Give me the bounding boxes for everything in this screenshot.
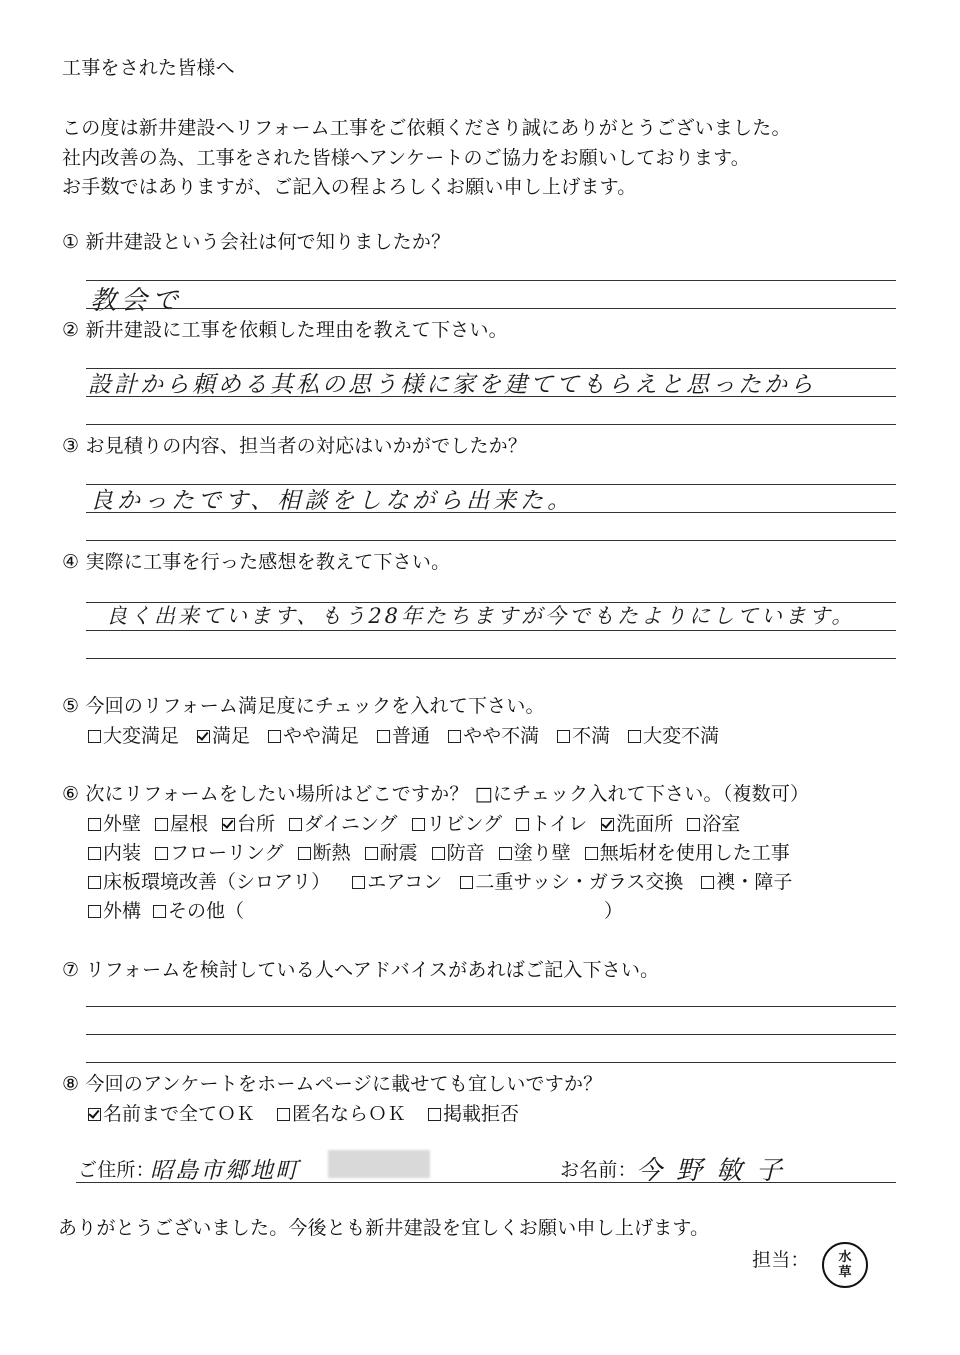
stamp-char-2: 草 xyxy=(838,1265,852,1280)
answer-line xyxy=(86,630,896,631)
checkbox-option[interactable] xyxy=(499,841,571,865)
checkbox[interactable] xyxy=(88,847,101,860)
option-label: 屋根 xyxy=(170,813,209,835)
intro-line-2: 社内改善の為、工事をされた皆様へアンケートのご協力をお願いしております。 xyxy=(62,147,750,169)
answer-4: 良く出来ています、もう28年たちますが今でもたよりにしています。 xyxy=(106,604,856,628)
checkbox-option[interactable] xyxy=(88,1102,255,1126)
checkbox-option[interactable] xyxy=(222,812,275,836)
stamp-char-1: 水 xyxy=(838,1250,852,1265)
answer-2: 設計から頼める其私の思う様に家を建ててもらえと思ったから xyxy=(88,372,816,398)
checkbox-option[interactable] xyxy=(88,870,330,894)
checkbox[interactable] xyxy=(499,847,512,860)
publish-options xyxy=(88,1102,519,1126)
name-label: お名前： xyxy=(560,1159,637,1181)
option-label: やや満足 xyxy=(283,725,360,747)
checkbox-option[interactable] xyxy=(155,841,284,865)
checkbox[interactable] xyxy=(628,730,641,743)
checkbox-option[interactable] xyxy=(298,841,351,865)
question-5: ⑤ 今回のリフォーム満足度にチェックを入れて下さい。 xyxy=(62,695,545,717)
option-label: 大変不満 xyxy=(643,725,720,747)
answer-line xyxy=(86,512,896,513)
checkbox[interactable] xyxy=(153,905,166,918)
option-label: 台所 xyxy=(237,813,276,835)
checkbox[interactable] xyxy=(557,730,570,743)
name-value: 今野敏子 xyxy=(636,1156,797,1186)
option-label: 普通 xyxy=(392,725,431,747)
checkbox[interactable] xyxy=(352,876,365,889)
checkbox-option[interactable] xyxy=(88,812,141,836)
staff-seal-stamp xyxy=(822,1242,868,1288)
option-label: エアコン xyxy=(367,871,443,893)
redacted-address xyxy=(328,1150,430,1178)
option-label: リビング xyxy=(426,813,503,835)
question-8: ⑧ 今回のアンケートをホームページに載せても宜しいですか？ xyxy=(62,1073,603,1095)
question-1: ① 新井建設という会社は何で知りましたか？ xyxy=(62,231,451,253)
option-label: 床板環境改善（シロアリ） xyxy=(103,871,331,893)
checkbox-option[interactable] xyxy=(412,812,503,836)
option-label: 耐震 xyxy=(379,842,418,864)
checked-checkbox[interactable] xyxy=(88,1108,101,1121)
option-label: 外壁 xyxy=(103,813,142,835)
checkbox[interactable] xyxy=(88,905,101,918)
checkbox-option[interactable] xyxy=(88,724,179,748)
checkbox[interactable] xyxy=(88,818,101,831)
checkbox-option[interactable] xyxy=(428,1102,519,1126)
option-label: トイレ xyxy=(531,813,588,835)
checkbox-option[interactable] xyxy=(601,812,673,836)
answer-line xyxy=(86,280,896,281)
checkbox-option[interactable] xyxy=(516,812,587,836)
checkbox-option[interactable] xyxy=(197,724,250,748)
checkbox-option[interactable] xyxy=(460,870,683,894)
signature-line xyxy=(76,1182,896,1183)
checkbox[interactable] xyxy=(155,847,168,860)
location-options-row-2 xyxy=(88,841,790,865)
checkbox-option[interactable] xyxy=(277,1102,406,1126)
question-2: ② 新井建設に工事を依頼した理由を教えて下さい。 xyxy=(62,319,508,341)
answer-line xyxy=(86,424,896,425)
option-label: 内装 xyxy=(103,842,142,864)
question-3: ③ お見積りの内容、担当者の対応はいかがでしたか？ xyxy=(62,435,528,457)
checkbox[interactable] xyxy=(88,730,101,743)
checkbox[interactable] xyxy=(585,847,598,860)
option-label: 大変満足 xyxy=(103,725,180,747)
option-label: 外構 xyxy=(103,900,142,922)
option-label: 掲載拒否 xyxy=(443,1103,520,1125)
option-label: 断熱 xyxy=(312,842,351,864)
checkbox-option[interactable] xyxy=(153,899,244,923)
satisfaction-options xyxy=(88,724,719,748)
checkbox-option[interactable] xyxy=(687,812,740,836)
checkbox[interactable] xyxy=(687,818,700,831)
intro-line-1: この度は新井建設へリフォーム工事をご依頼くださり誠にありがとうございました。 xyxy=(62,117,791,139)
checkbox-option[interactable] xyxy=(352,870,442,894)
checkbox[interactable] xyxy=(365,847,378,860)
option-label: 洗面所 xyxy=(616,813,674,835)
option-label: やや不満 xyxy=(463,725,540,747)
checkbox[interactable] xyxy=(448,730,461,743)
answer-line xyxy=(86,396,896,397)
option-label: 満足 xyxy=(212,725,251,747)
checkbox[interactable] xyxy=(701,876,714,889)
option-label: 二重サッシ・ガラス交換 xyxy=(475,871,684,893)
checked-checkbox[interactable] xyxy=(222,818,235,831)
checkbox-option[interactable] xyxy=(557,724,610,748)
checkbox-option[interactable] xyxy=(377,724,430,748)
checkbox[interactable] xyxy=(377,730,390,743)
address-label: ご住所： xyxy=(78,1159,155,1181)
address-value: 昭島市郷地町 xyxy=(150,1158,300,1184)
checkbox[interactable] xyxy=(289,818,302,831)
checkbox[interactable] xyxy=(277,1108,290,1121)
answer-1: 教会で xyxy=(90,286,184,316)
checkbox-option[interactable] xyxy=(88,899,141,923)
closing-message: ありがとうございました。今後とも新井建設を宜しくお願い申し上げます。 xyxy=(58,1217,710,1239)
answer-3: 良かったです、相談をしながら出来た。 xyxy=(90,488,575,514)
greeting: 工事をされた皆様へ xyxy=(62,57,235,79)
checkbox-option[interactable] xyxy=(365,841,418,865)
question-6: ⑥ 次にリフォームをしたい場所はどこですか？ □にチェック入れて下さい。（複数可） xyxy=(62,783,810,805)
answer-line xyxy=(86,540,896,541)
answer-line xyxy=(86,308,896,309)
checkbox[interactable] xyxy=(298,847,311,860)
option-label: 塗り壁 xyxy=(513,842,571,864)
checkbox-option[interactable] xyxy=(628,724,719,748)
question-7: ⑦ リフォームを検討している人へアドバイスがあればご記入下さい。 xyxy=(62,959,660,981)
answer-line xyxy=(86,658,896,659)
option-label: 名前まで全てＯＫ xyxy=(103,1103,256,1125)
checkbox-option[interactable] xyxy=(268,724,359,748)
checkbox[interactable] xyxy=(268,730,281,743)
checked-checkbox[interactable] xyxy=(197,730,210,743)
option-label: 不満 xyxy=(572,725,611,747)
staff-label: 担当： xyxy=(752,1249,810,1271)
location-options-row-3 xyxy=(88,870,792,894)
checkbox-option[interactable] xyxy=(701,870,792,894)
checkbox-option[interactable] xyxy=(289,812,397,836)
option-label: 無垢材を使用した工事 xyxy=(599,842,790,864)
checkbox[interactable] xyxy=(88,876,101,889)
checkbox[interactable] xyxy=(432,847,445,860)
other-close-paren: ） xyxy=(604,900,624,922)
location-options-row-1 xyxy=(88,812,740,836)
option-label: ダイニング xyxy=(304,813,398,835)
checkbox[interactable] xyxy=(460,876,473,889)
answer-line xyxy=(86,1062,896,1063)
checkbox-option[interactable] xyxy=(432,841,485,865)
option-label: 襖・障子 xyxy=(716,871,793,893)
option-label: フローリング xyxy=(170,842,284,864)
checkbox[interactable] xyxy=(155,818,168,831)
checkbox-option[interactable] xyxy=(448,724,539,748)
checked-checkbox[interactable] xyxy=(601,818,614,831)
option-label: その他（ xyxy=(168,900,245,922)
answer-line xyxy=(86,1006,896,1007)
checkbox[interactable] xyxy=(428,1108,441,1121)
checkbox-option[interactable] xyxy=(155,812,208,836)
checkbox[interactable] xyxy=(516,818,529,831)
option-label: 浴室 xyxy=(702,813,741,835)
option-label: 匿名ならＯＫ xyxy=(292,1103,407,1125)
intro-line-3: お手数ではありますが、ご記入の程よろしくお願い申し上げます。 xyxy=(62,176,637,198)
location-options-row-4 xyxy=(88,899,244,923)
checkbox-option[interactable] xyxy=(585,841,790,865)
option-label: 防音 xyxy=(446,842,485,864)
checkbox-option[interactable] xyxy=(88,841,141,865)
checkbox[interactable] xyxy=(412,818,425,831)
answer-line xyxy=(86,1034,896,1035)
question-4: ④ 実際に工事を行った感想を教えて下さい。 xyxy=(62,551,451,573)
